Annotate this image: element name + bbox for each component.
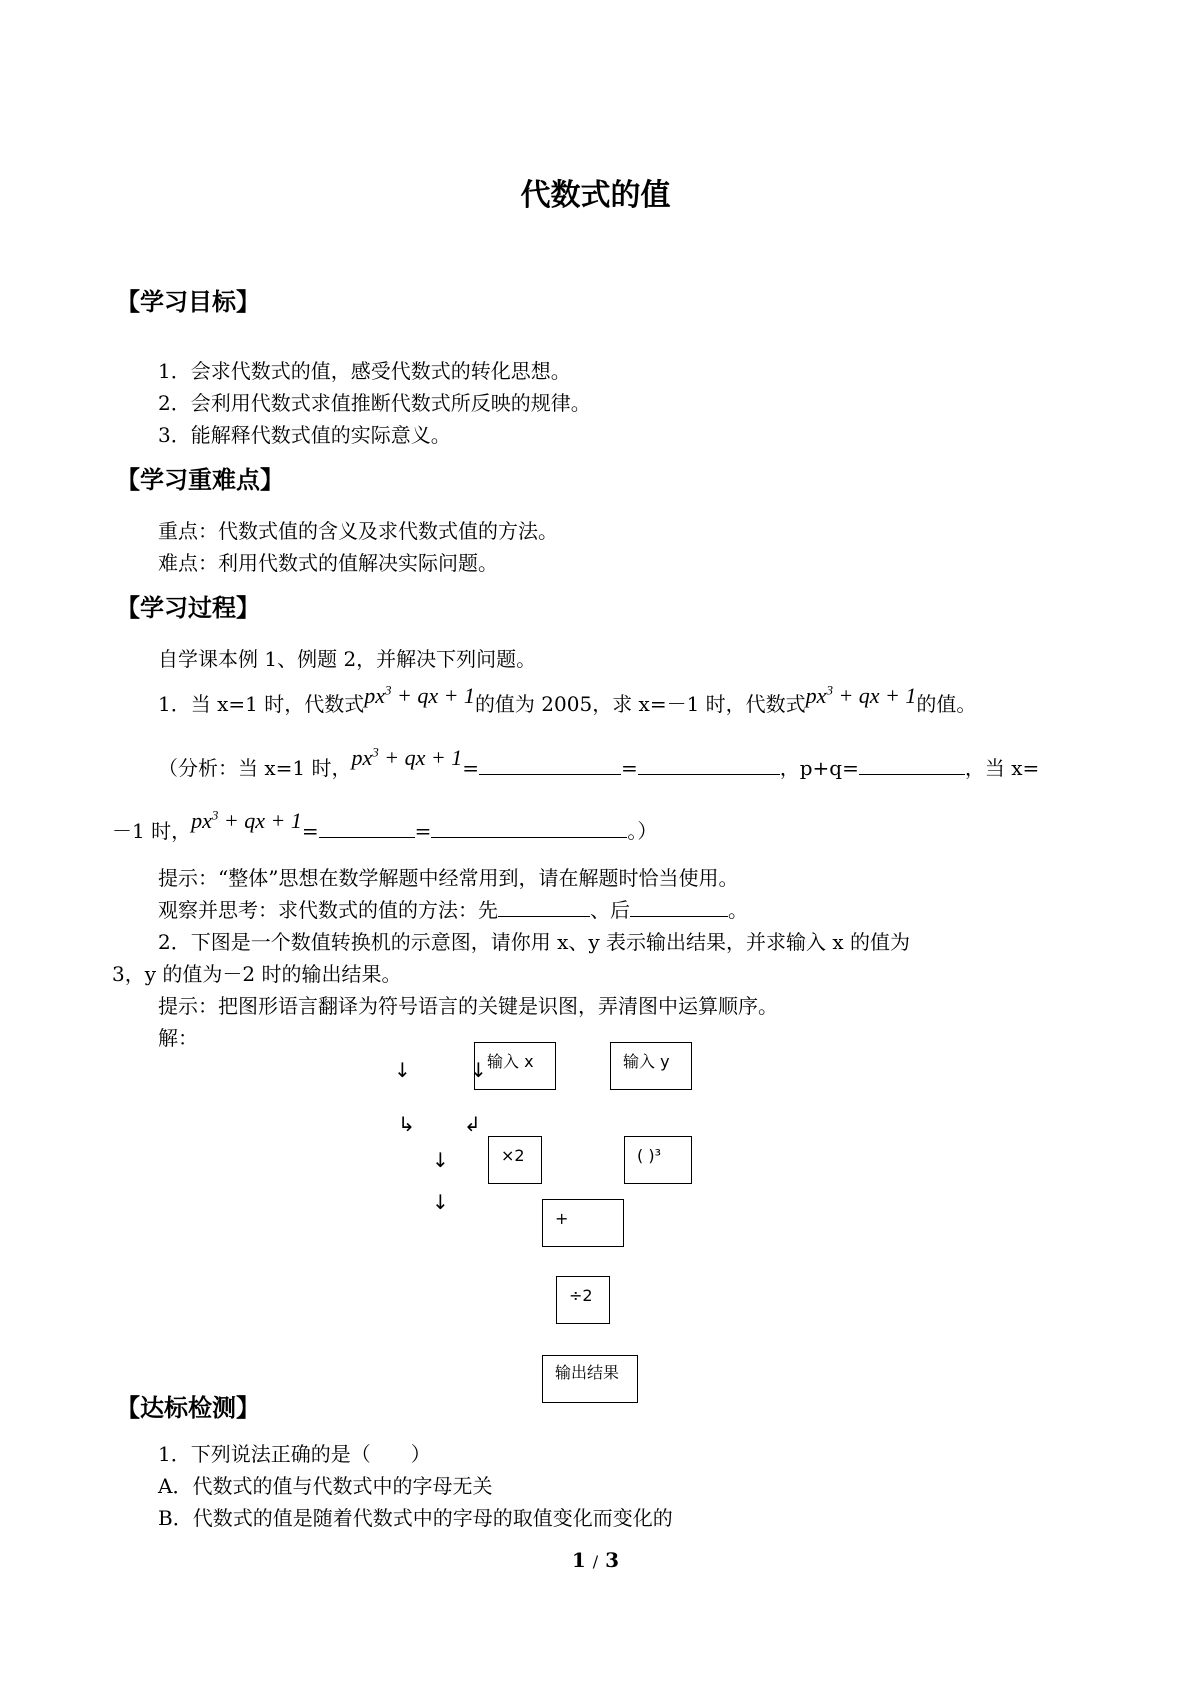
question-1-text-c: 的值。	[916, 692, 977, 716]
arrow-left-icon: ↲	[464, 1112, 481, 1136]
section-heading-test: 【达标检测】	[116, 1393, 260, 1422]
divide-2-box: ÷2	[556, 1276, 610, 1324]
question-2-line-2: 3，y 的值为－2 时的输出结果。	[112, 962, 402, 986]
hint-1: 提示：“整体”思想在数学解题中经常用到，请在解题时恰当使用。	[158, 866, 739, 890]
goal-item: 3．能解释代数式值的实际意义。	[158, 423, 451, 447]
answer-blank[interactable]	[431, 837, 627, 838]
answer-blank[interactable]	[479, 774, 621, 775]
question-1	[158, 682, 977, 717]
answer-blank[interactable]	[498, 916, 590, 917]
answer-blank[interactable]	[630, 916, 728, 917]
arrow-right-icon: ↳	[398, 1112, 415, 1136]
question-1-text-b: 的值为 2005，求 x=－1 时，代数式	[474, 692, 806, 716]
input-y-box: 输入 y	[610, 1042, 692, 1090]
arrow-down-icon: ↓	[470, 1058, 487, 1082]
hint-2: 提示：把图形语言翻译为符号语言的关键是识图，弄清图中运算顺序。	[158, 994, 778, 1018]
output-box: 输出结果	[542, 1355, 638, 1403]
test-question-1: 1．下列说法正确的是（ ）	[158, 1442, 431, 1466]
goal-item: 1．会求代数式的值，感受代数式的转化思想。	[158, 359, 571, 383]
expression: $px^3$ + qx + 1	[364, 682, 475, 708]
times-2-box: ×2	[488, 1136, 542, 1184]
answer-blank[interactable]	[319, 837, 415, 838]
expression: $px^3$ + qx + 1	[805, 682, 917, 708]
goal-item: 2．会利用代数式求值推断代数式所反映的规律。	[158, 391, 591, 415]
question-2-line-1: 2．下图是一个数值转换机的示意图，请你用 x、y 表示输出结果，并求输入 x 的值为	[158, 930, 911, 954]
answer-blank[interactable]	[638, 774, 780, 775]
section-heading-goals: 【学习目标】	[116, 287, 260, 316]
analysis-line-1: （分析：当 x=1 时，$px^3$ + qx + 1= = ，p+q= ，当 x=	[158, 744, 1040, 780]
question-1-text-a: 1．当 x=1 时，代数式	[158, 692, 365, 716]
process-intro: 自学课本例 1、例题 2，并解决下列问题。	[158, 647, 537, 671]
solve-label: 解：	[158, 1026, 198, 1050]
arrow-down-icon: ↓	[432, 1148, 449, 1172]
keypoint-item: 难点：利用代数式的值解决实际问题。	[158, 551, 498, 575]
page-number: 1 / 3	[571, 1548, 620, 1572]
expression: $px^3$ + qx + 1	[191, 807, 302, 833]
arrow-down-icon: ↓	[432, 1190, 449, 1214]
input-x-box: 输入 x	[474, 1042, 556, 1090]
observe-line: 观察并思考：求代数式的值的方法：先 、后 。	[158, 898, 748, 922]
analysis-line-2: －1 时，$px^3$ + qx + 1= = 。）	[112, 807, 658, 843]
expression: $px^3$ + qx + 1	[351, 744, 463, 770]
test-option-b: B．代数式的值是随着代数式中的字母的取值变化而变化的	[158, 1506, 673, 1530]
answer-blank[interactable]	[859, 774, 965, 775]
keypoint-item: 重点：代数式值的含义及求代数式值的方法。	[158, 519, 558, 543]
cube-box: ( )³	[624, 1136, 692, 1184]
test-option-a: A．代数式的值与代数式中的字母无关	[158, 1474, 493, 1498]
section-heading-keypoints: 【学习重难点】	[116, 465, 284, 494]
arrow-down-icon: ↓	[394, 1058, 411, 1082]
page-title: 代数式的值	[520, 178, 671, 213]
plus-box: +	[542, 1199, 624, 1247]
section-heading-process: 【学习过程】	[116, 593, 260, 622]
